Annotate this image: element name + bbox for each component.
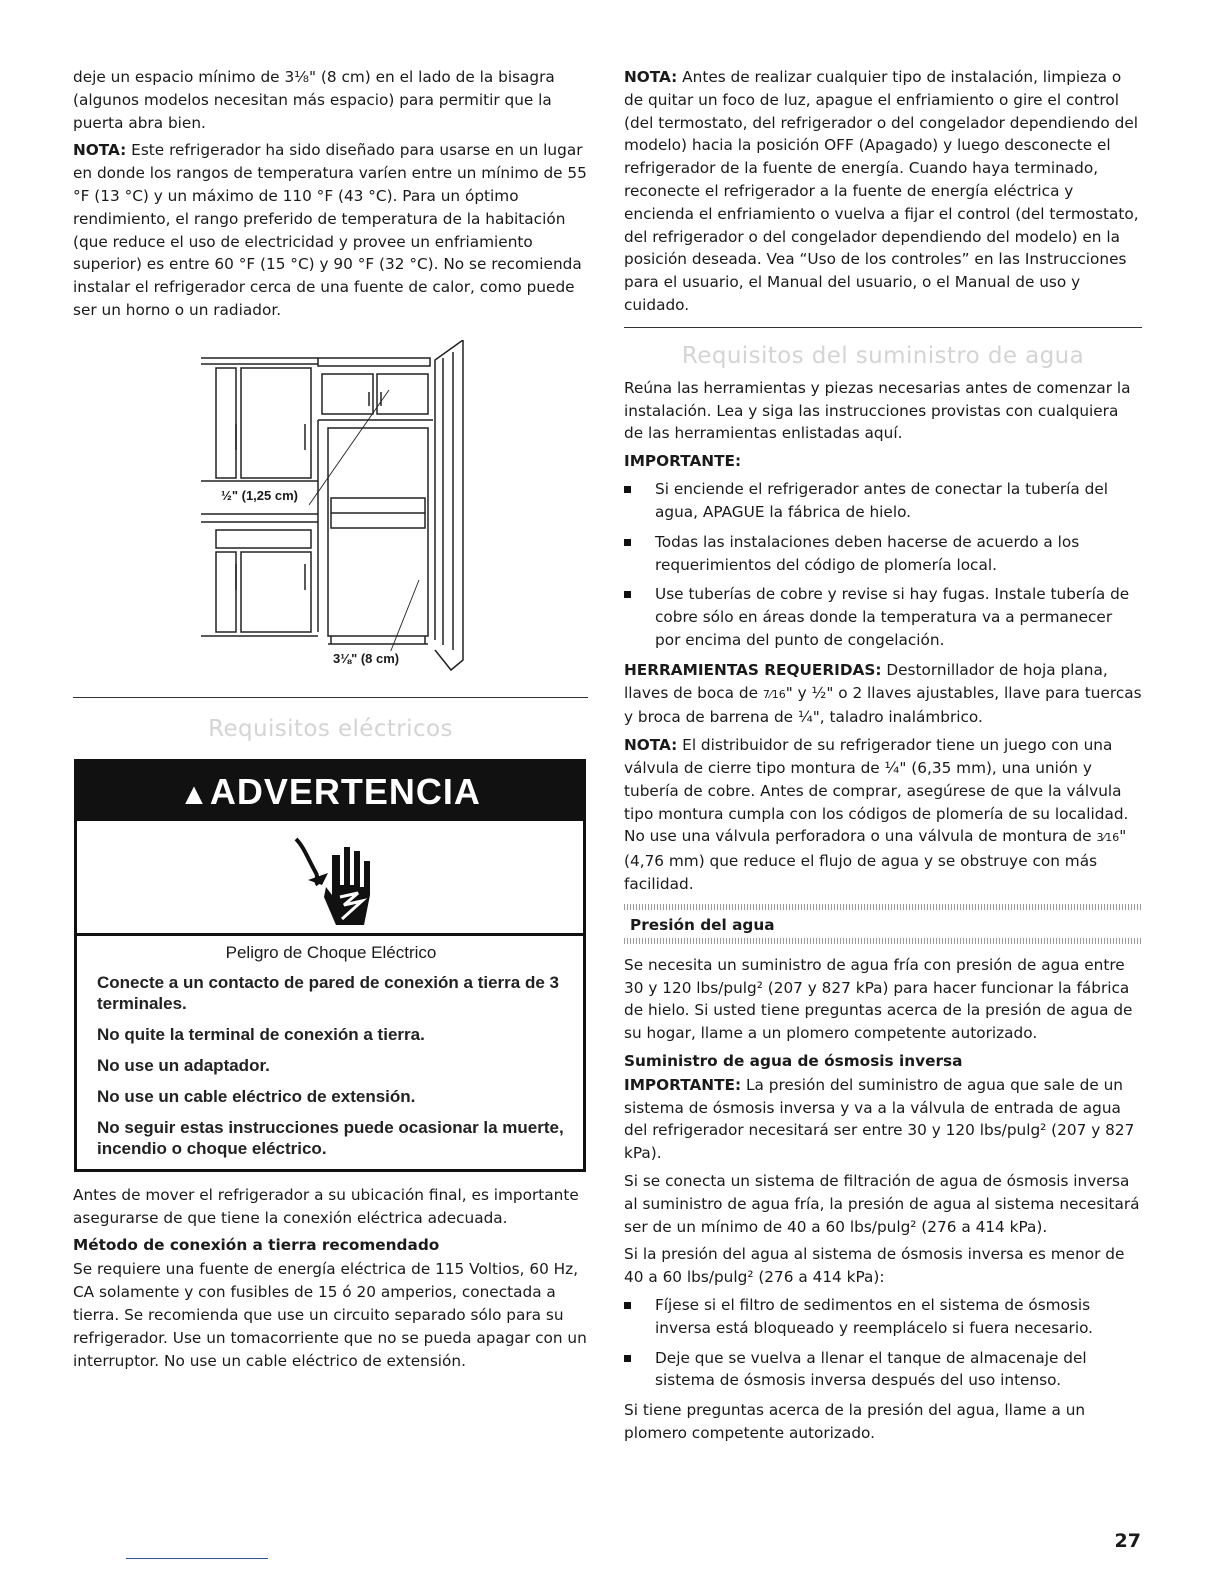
tools-text: " y ½" o 2 llaves ajustables, llave para tuercas y broca de barrena de ¼", taladro inalámbrico. (624, 683, 1142, 727)
paragraph-grounding-method: Se requiere una fuente de energía eléctrica de 115 Voltios, 60 Hz, CA solamente y con fusibles de 15 ó 20 amperios, conectada a tierra. Se recomienda que use un circuito separado sólo para su refrigerador. Use un tomacorriente que no se pueda apagar con un interruptor. No use un cable eléctrico de extensión. (73, 1260, 587, 1370)
warning-line: Conecte a un contacto de pared de conexión a tierra de 3 terminales. (97, 972, 559, 1013)
paragraph-water-intro: Reúna las herramientas y piezas necesarias antes de comenzar la instalación. Lea y siga las instrucciones provistas con cualquiera de las herramientas enlistadas aquí. (624, 378, 1131, 443)
list-item-text: Deje que se vuelva a llenar el tanque de almacenaje del sistema de ósmosis inversa después del uso intenso. (655, 1348, 1087, 1390)
shock-hand-icon (278, 825, 398, 933)
paragraph-clearance: deje un espacio mínimo de 3⅛" (8 cm) en el lado de la bisagra (algunos modelos necesitan más espacio) para permitir que la puerta abra bien. (73, 68, 555, 132)
warning-line: No quite la terminal de conexión a tierra. (97, 1024, 425, 1044)
warning-body (77, 936, 583, 1169)
paragraph-before-moving: Antes de mover el refrigerador a su ubicación final, es importante asegurarse de que tiene la conexión eléctrica adecuada. (73, 1185, 579, 1227)
figure-label-top: ½" (1,25 cm) (221, 487, 298, 503)
note-label: NOTA: (624, 736, 678, 755)
note-text: El distribuidor de su refrigerador tiene un juego con una válvula de cierre tipo montura de ¼" (6,35 mm), una unión y tubería de cobre. Antes de comprar, asegúrese de que la válvula tipo montura cumpla con los códigos de plomería de su localidad. No use una válvula perforadora o una válvula de montura de (624, 736, 1129, 846)
section-divider (73, 697, 588, 698)
refrigerator-clearance-figure (73, 340, 588, 685)
tools-text: Destornillador de hoja plana, llaves de boca de (624, 660, 1108, 702)
paragraph-temperature-note (73, 139, 588, 321)
list-item-text: Todas las instalaciones deben hacerse de acuerdo a los requerimientos del código de plomería local. (655, 532, 1080, 574)
warning-box (74, 759, 586, 1172)
warning-header (77, 762, 583, 821)
paragraph-filtration: Si se conecta un sistema de filtración de agua de ósmosis inversa al suministro de agua fría, la presión de agua al sistema necesitará ser de un mínimo de 40 a 60 lbs/pulg² (276 a 414 kPa). (624, 1172, 1140, 1236)
right-column (624, 66, 1142, 1450)
fraction-text: 7⁄16 (762, 687, 786, 701)
subheading-reverse-osmosis: Suministro de agua de ósmosis inversa (624, 1051, 963, 1070)
fraction-text: 3⁄16 (1096, 831, 1120, 845)
list-item (624, 531, 1142, 577)
warning-line: No seguir estas instrucciones puede ocasionar la muerte, incendio o choque eléctrico. (97, 1117, 564, 1158)
warning-triangle-icon: ▲ (179, 777, 210, 811)
note-label: NOTA: (73, 141, 127, 160)
paragraph-safety-note (624, 66, 1142, 317)
important-text: La presión del suministro de agua que sale de un sistema de ósmosis inversa y va a la válvula de entrada de agua del refrigerador necesitará ser entre 30 y 120 lbs/pulg² (207 y 827 kPa). (624, 1075, 1135, 1163)
left-column (73, 66, 588, 1377)
note-label: NOTA: (624, 68, 678, 86)
subheading-water-pressure: Presión del agua (630, 915, 775, 934)
section-heading-electrical: Requisitos eléctricos (208, 715, 453, 742)
list-item-text: Use tuberías de cobre y revise si hay fugas. Instale tubería de cobre sólo en áreas donde la temperatura va a permanecer por encima del punto de congelación. (655, 585, 1130, 649)
section-divider (624, 327, 1142, 328)
note-text: Este refrigerador ha sido diseñado para usarse en un lugar en donde los rangos de temperatura varíen entre un mínimo de 55 °F (13 °C) y un máximo de 110 °F (43 °C). Para un óptimo rendimiento, el rango preferido de temperatura de la habitación (que reduce el uso de electricidad y provee un enfriamiento superior) es entre 60 °F (15 °C) y 90 °F (32 °C). No se recomienda instalar el refrigerador cerca de una fuente de calor, como puede ser un horno o un radiador. (73, 141, 587, 319)
low-pressure-list (624, 1294, 1142, 1392)
note-text: Antes de realizar cualquier tipo de instalación, limpieza o de quitar un foco de luz, apague el enfriamiento o gire el control (del termostato, del refrigerador o del congelador dependiendo del modelo) hacia la posición OFF (Apagado) y luego desconecte el refrigerador de la fuente de energía. Cuando haya terminado, reconecte el refrigerador a la fuente de energía eléctrica y encienda el enfriamiento o vuelva a fijar el control (del termostato, del refrigerador o del congelador dependiendo del modelo) en la posición deseada. Vea “Uso de los controles” en las Instrucciones para el usuario, el Manual del usuario, o el Manual de uso y cuidado. (624, 68, 1139, 314)
electric-shock-icon (77, 821, 583, 936)
warning-hazard: Peligro de Choque Eléctrico (225, 942, 437, 962)
bullet-icon (624, 539, 631, 546)
bullet-icon (624, 591, 631, 598)
label-important: IMPORTANTE: (624, 452, 742, 471)
warning-line: No use un adaptador. (97, 1055, 270, 1075)
important-list (624, 478, 1142, 652)
bullet-icon (624, 1355, 631, 1362)
section-heading-water: Requisitos del suministro de agua (681, 342, 1085, 369)
hatched-divider (624, 904, 1142, 910)
figure-label-bottom: 3⅛" (8 cm) (333, 650, 400, 666)
paragraph-water-pressure: Se necesita un suministro de agua fría con presión de agua entre 30 y 120 lbs/pulg² (207 y 827 kPa) para hacer funcionar la fábrica de hielo. Si usted tiene preguntas acerca de la presión de agua de su hogar, llame a un plomero competente autorizado. (624, 955, 1133, 1043)
note-text: " (4,76 mm) que reduce el flujo de agua y se obstruye con más facilidad. (624, 827, 1127, 893)
subheading-grounding-method: Método de conexión a tierra recomendado (73, 1236, 440, 1255)
bullet-icon (624, 1302, 631, 1309)
paragraph-valve-note (624, 734, 1142, 896)
list-item-text: Si enciende el refrigerador antes de conectar la tubería del agua, APAGUE la fábrica de hielo. (655, 480, 1109, 521)
paragraph-osmosis-important (624, 1074, 1142, 1165)
paragraph-low-pressure: Si la presión del agua al sistema de ósmosis inversa es menor de 40 a 60 lbs/pulg² (276 a 414 kPa): (624, 1245, 1125, 1287)
list-item (624, 583, 1142, 651)
cabinet-diagram (73, 340, 588, 685)
list-item (624, 1347, 1142, 1393)
bullet-icon (624, 486, 631, 493)
page-number: 27 (1114, 1530, 1141, 1552)
paragraph-final: Si tiene preguntas acerca de la presión del agua, llame a un plomero competente autorizado. (624, 1401, 1086, 1443)
list-item (624, 1294, 1142, 1340)
list-item-text: Fíjese si el filtro de sedimentos en el sistema de ósmosis inversa está bloqueado y reemplácelo si fuera necesario. (655, 1296, 1094, 1337)
warning-line: No use un cable eléctrico de extensión. (97, 1086, 416, 1106)
list-item (624, 478, 1142, 524)
warning-title: ADVERTENCIA (209, 770, 481, 812)
hatched-divider (624, 938, 1142, 944)
footer-line (126, 1558, 268, 1559)
paragraph-tools (624, 659, 1142, 729)
tools-label: HERRAMIENTAS REQUERIDAS: (624, 660, 882, 679)
important-label: IMPORTANTE: (624, 1075, 742, 1094)
